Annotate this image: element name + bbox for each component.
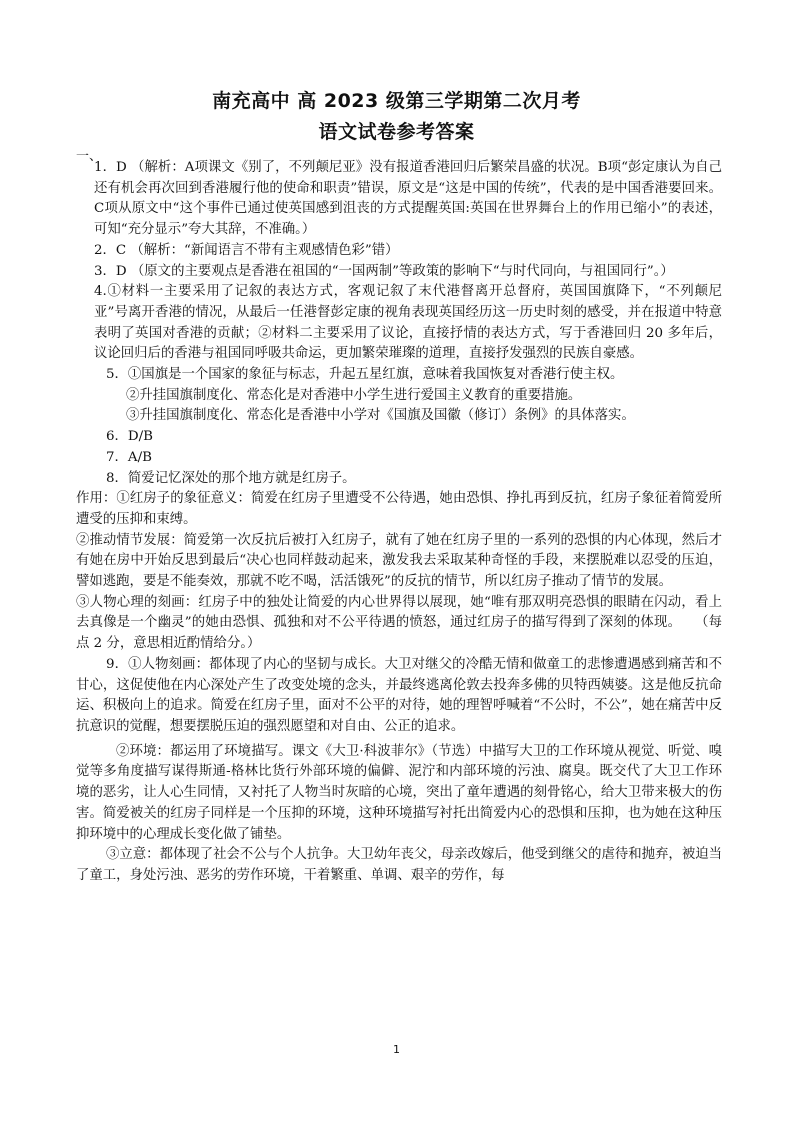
answer-5-point-3: ③升挂国旗制度化、常态化是香港中小学对《国旗及国徽（修订）条例》的具体落实。 bbox=[126, 408, 635, 424]
answer-9-point-3: ③立意：都体现了社会不公与个人抗争。大卫幼年丧父，母亲改嫁后，他受到继父的虐待和抛弃，被迫当了童工，身处污浊、恶劣的劳作环境，干着繁重、单调、艰辛的劳作，每 bbox=[76, 847, 722, 883]
answer-body bbox=[76, 158, 722, 887]
answer-8: 8．简爱记忆深处的那个地方就是红房子。 bbox=[106, 470, 356, 486]
answer-3: 3．D （原文的主要观点是香港在祖国的“一国两制”等政策的影响下“与时代同向，与祖国同行”。） bbox=[94, 263, 674, 279]
answer-7: 7．A/B bbox=[106, 449, 152, 465]
answer-9-point-1: 9．①人物刻画：都体现了内心的坚韧与成长。大卫对继父的冷酷无情和做童工的悲惨遭遇感到痛苦和不甘心，这促使他在内心深处产生了改变处境的念头，并最终逃离伦敦去投奔多佛的贝特西姨婆。这是他反抗命运、积极向上的追求。简爱在红房子里，面对不公平的对待，她的理智呼喊着“不公时，不公”，她在痛苦中反抗意识的觉醒，想要摆脱压迫的强烈愿望和对自由、公正的追求。 bbox=[76, 656, 722, 734]
page-number: 1 bbox=[393, 1043, 400, 1056]
exam-title: 南充高中 高 2023 级第三学期第二次月考 bbox=[212, 90, 581, 112]
answer-5-point-1: 5．①国旗是一个国家的象征与标志，升起五星红旗，意味着我国恢复对香港行使主权。 bbox=[106, 367, 624, 383]
answer-1: 1．D （解析：A项课文《别了，不列颠尼亚》没有报道香港回归后繁荣昌盛的状况。B项“彭定康认为自己还有机会再次回到香港履行他的使命和职责”错误，原文是“这是中国的传统”，代表的是中国香港要回来。C项从原文中“这个事件已通过使英国感到沮丧的方式提醒英国:英国在世界舞台上的作用已缩小”的表述，可知“充分显示”夸大其辞，不准确。） bbox=[94, 160, 722, 238]
answer-2: 2．C （解析：“新闻语言不带有主观感情色彩”错） bbox=[94, 242, 399, 258]
answer-8-function-3: ③人物心理的刻画：红房子中的独处让简爱的内心世界得以展现，她“唯有那双明亮恐惧的眼睛在闪动，看上去真像是一个幽灵”的她由恐惧、孤独和对不公平待遇的愤怒，通过红房子的描写得到了深刻的体现。 （每点 2 分，意思相近酌情给分。） bbox=[76, 594, 722, 652]
exam-subtitle: 语文试卷参考答案 bbox=[318, 121, 475, 143]
section-marker: 一、 bbox=[76, 149, 103, 164]
answer-5-point-2: ②升挂国旗制度化、常态化是对香港中小学生进行爱国主义教育的重要措施。 bbox=[126, 387, 582, 403]
answer-4: 4.①材料一主要采用了记叙的表达方式，客观记叙了末代港督离开总督府，英国国旗降下，“不列颠尼亚”号离开香港的情况，从最后一任港督彭定康的视角表现英国经历这一历史时刻的感受，并在报道中特意表明了英国对香港的贡献；②材料二主要采用了议论，直接抒情的表达方式，写于香港回归 20 多年后，议论回归后的香港与祖国同呼吸共命运，更加繁荣璀璨的道理，直接抒发强烈的民族自豪感。 bbox=[94, 284, 722, 362]
answer-8-function-2: ②推动情节发展：简爱第一次反抗后被打入红房子，就有了她在红房子里的一系列的恐惧的内心体现，然后才有她在房中开始反思到最后“决心也同样鼓动起来，激发我去采取某种奇怪的手段，来摆脱难以忍受的压迫，譬如逃跑，要是不能奏效，那就不吃不喝，活活饿死”的反抗的情节，所以红房子推动了情节的发展。 bbox=[76, 532, 722, 590]
answer-9-point-2: ②环境：都运用了环境描写。课文《大卫·科波菲尔》（节选）中描写大卫的工作环境从视觉、听觉、嗅觉等多角度描写谋得斯通-格林比货行外部环境的偏僻、泥泞和内部环境的污浊、腐臭。既交代了大卫工作环境的恶劣，让人心生同情，又衬托了人物当时灰暗的心境，突出了童年遭遇的刻骨铭心，给大卫带来极大的伤害。简爱被关的红房子同样是一个压抑的环境，这种环境描写衬托出简爱内心的恐惧和压抑，也为她在这种压抑环境中的心理成长变化做了铺垫。 bbox=[76, 743, 722, 842]
answer-8-function-1: 作用：①红房子的象征意义：简爱在红房子里遭受不公待遇，她由恐惧、挣扎再到反抗，红房子象征着简爱所遭受的压抑和束缚。 bbox=[76, 491, 722, 527]
answer-6: 6．D/B bbox=[106, 429, 153, 445]
